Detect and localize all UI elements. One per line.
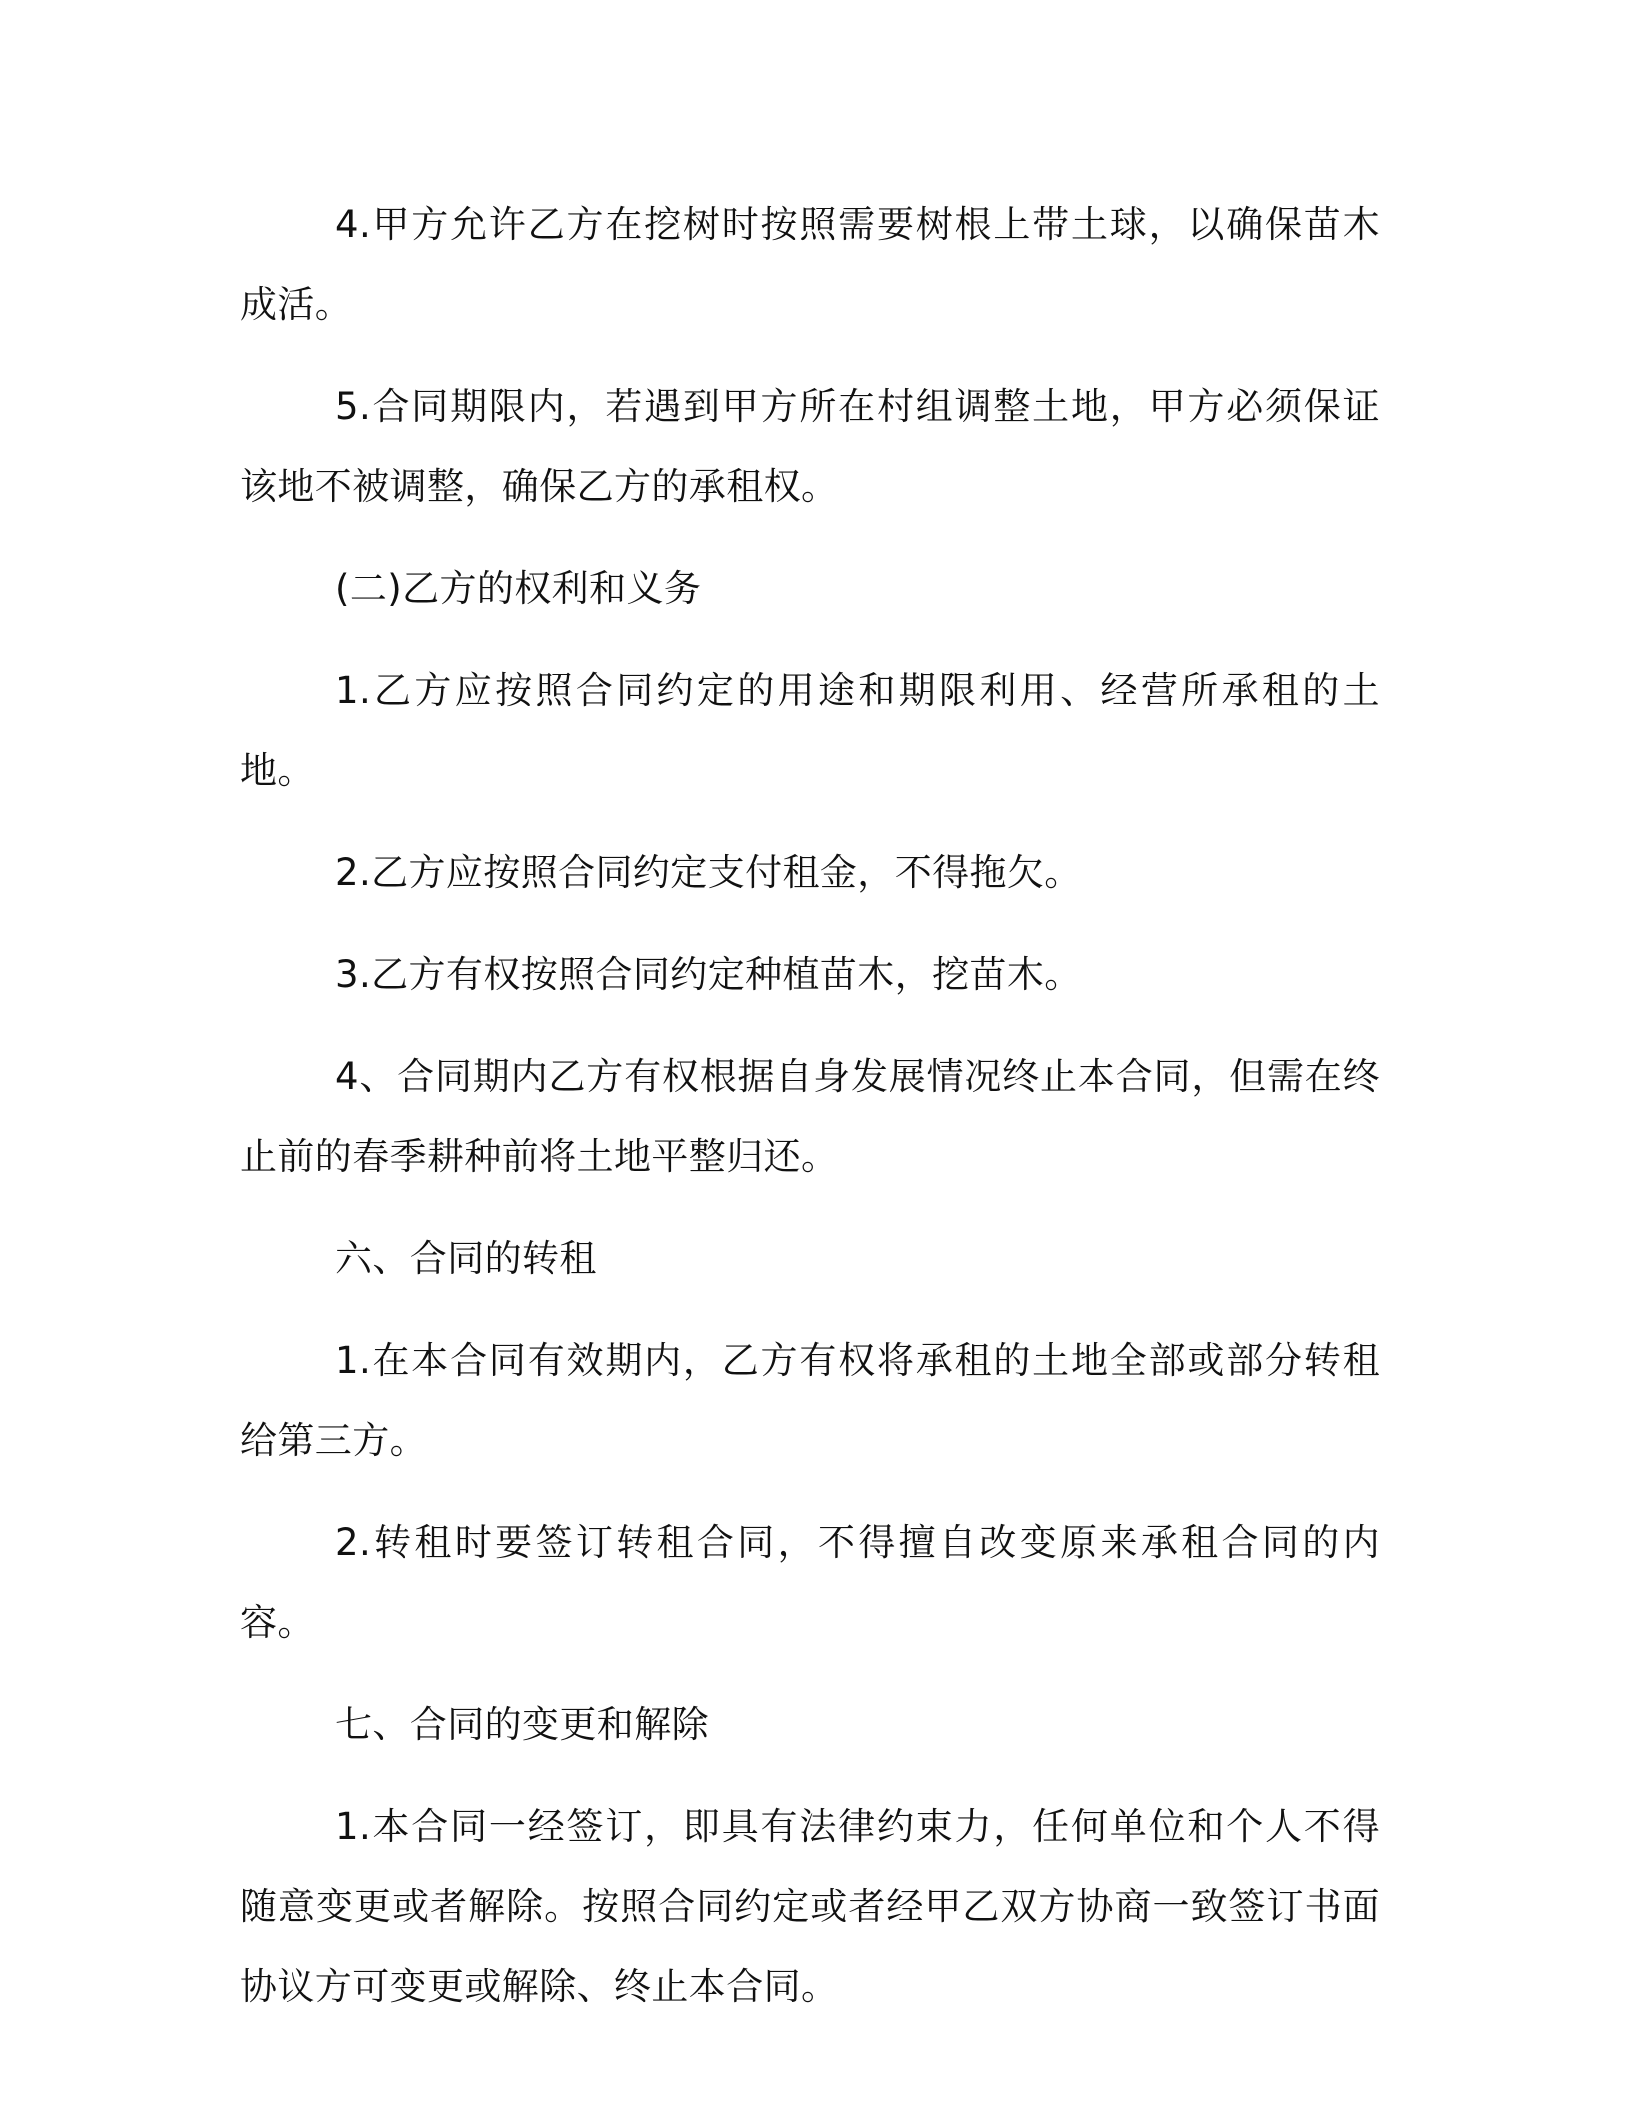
party-b-clause-1: 1.乙方应按照合同约定的用途和期限利用、经营所承租的土地。 [240, 669, 1380, 792]
clause-5-land-adjustment: 5.合同期限内，若遇到甲方所在村组调整土地，甲方必须保证该地不被调整，确保乙方的承租权。 [240, 385, 1380, 508]
change-clause-1: 1.本合同一经签订，即具有法律约束力，任何单位和个人不得随意变更或者解除。按照合同约定或者经甲乙双方协商一致签订书面协议方可变更或解除、终止本合同。 [240, 1805, 1380, 2008]
section-heading-change-termination: 七、合同的变更和解除 [335, 1703, 709, 1746]
section-heading-sublease: 六、合同的转租 [335, 1237, 597, 1280]
clause-4-tree-digging: 4.甲方允许乙方在挖树时按照需要树根上带土球，以确保苗木成活。 [240, 203, 1380, 326]
party-b-clause-4: 4、合同期内乙方有权根据自身发展情况终止本合同，但需在终止前的春季耕种前将土地平整归还。 [240, 1055, 1380, 1178]
document-body [240, 185, 1380, 2049]
section-heading-party-b-rights: (二)乙方的权利和义务 [335, 567, 702, 610]
party-b-clause-3: 3.乙方有权按照合同约定种植苗木，挖苗木。 [335, 953, 1082, 996]
sublease-clause-1: 1.在本合同有效期内，乙方有权将承租的土地全部或部分转租给第三方。 [240, 1339, 1380, 1462]
party-b-clause-2: 2.乙方应按照合同约定支付租金，不得拖欠。 [335, 851, 1082, 894]
sublease-clause-2: 2.转租时要签订转租合同，不得擅自改变原来承租合同的内容。 [240, 1521, 1380, 1644]
